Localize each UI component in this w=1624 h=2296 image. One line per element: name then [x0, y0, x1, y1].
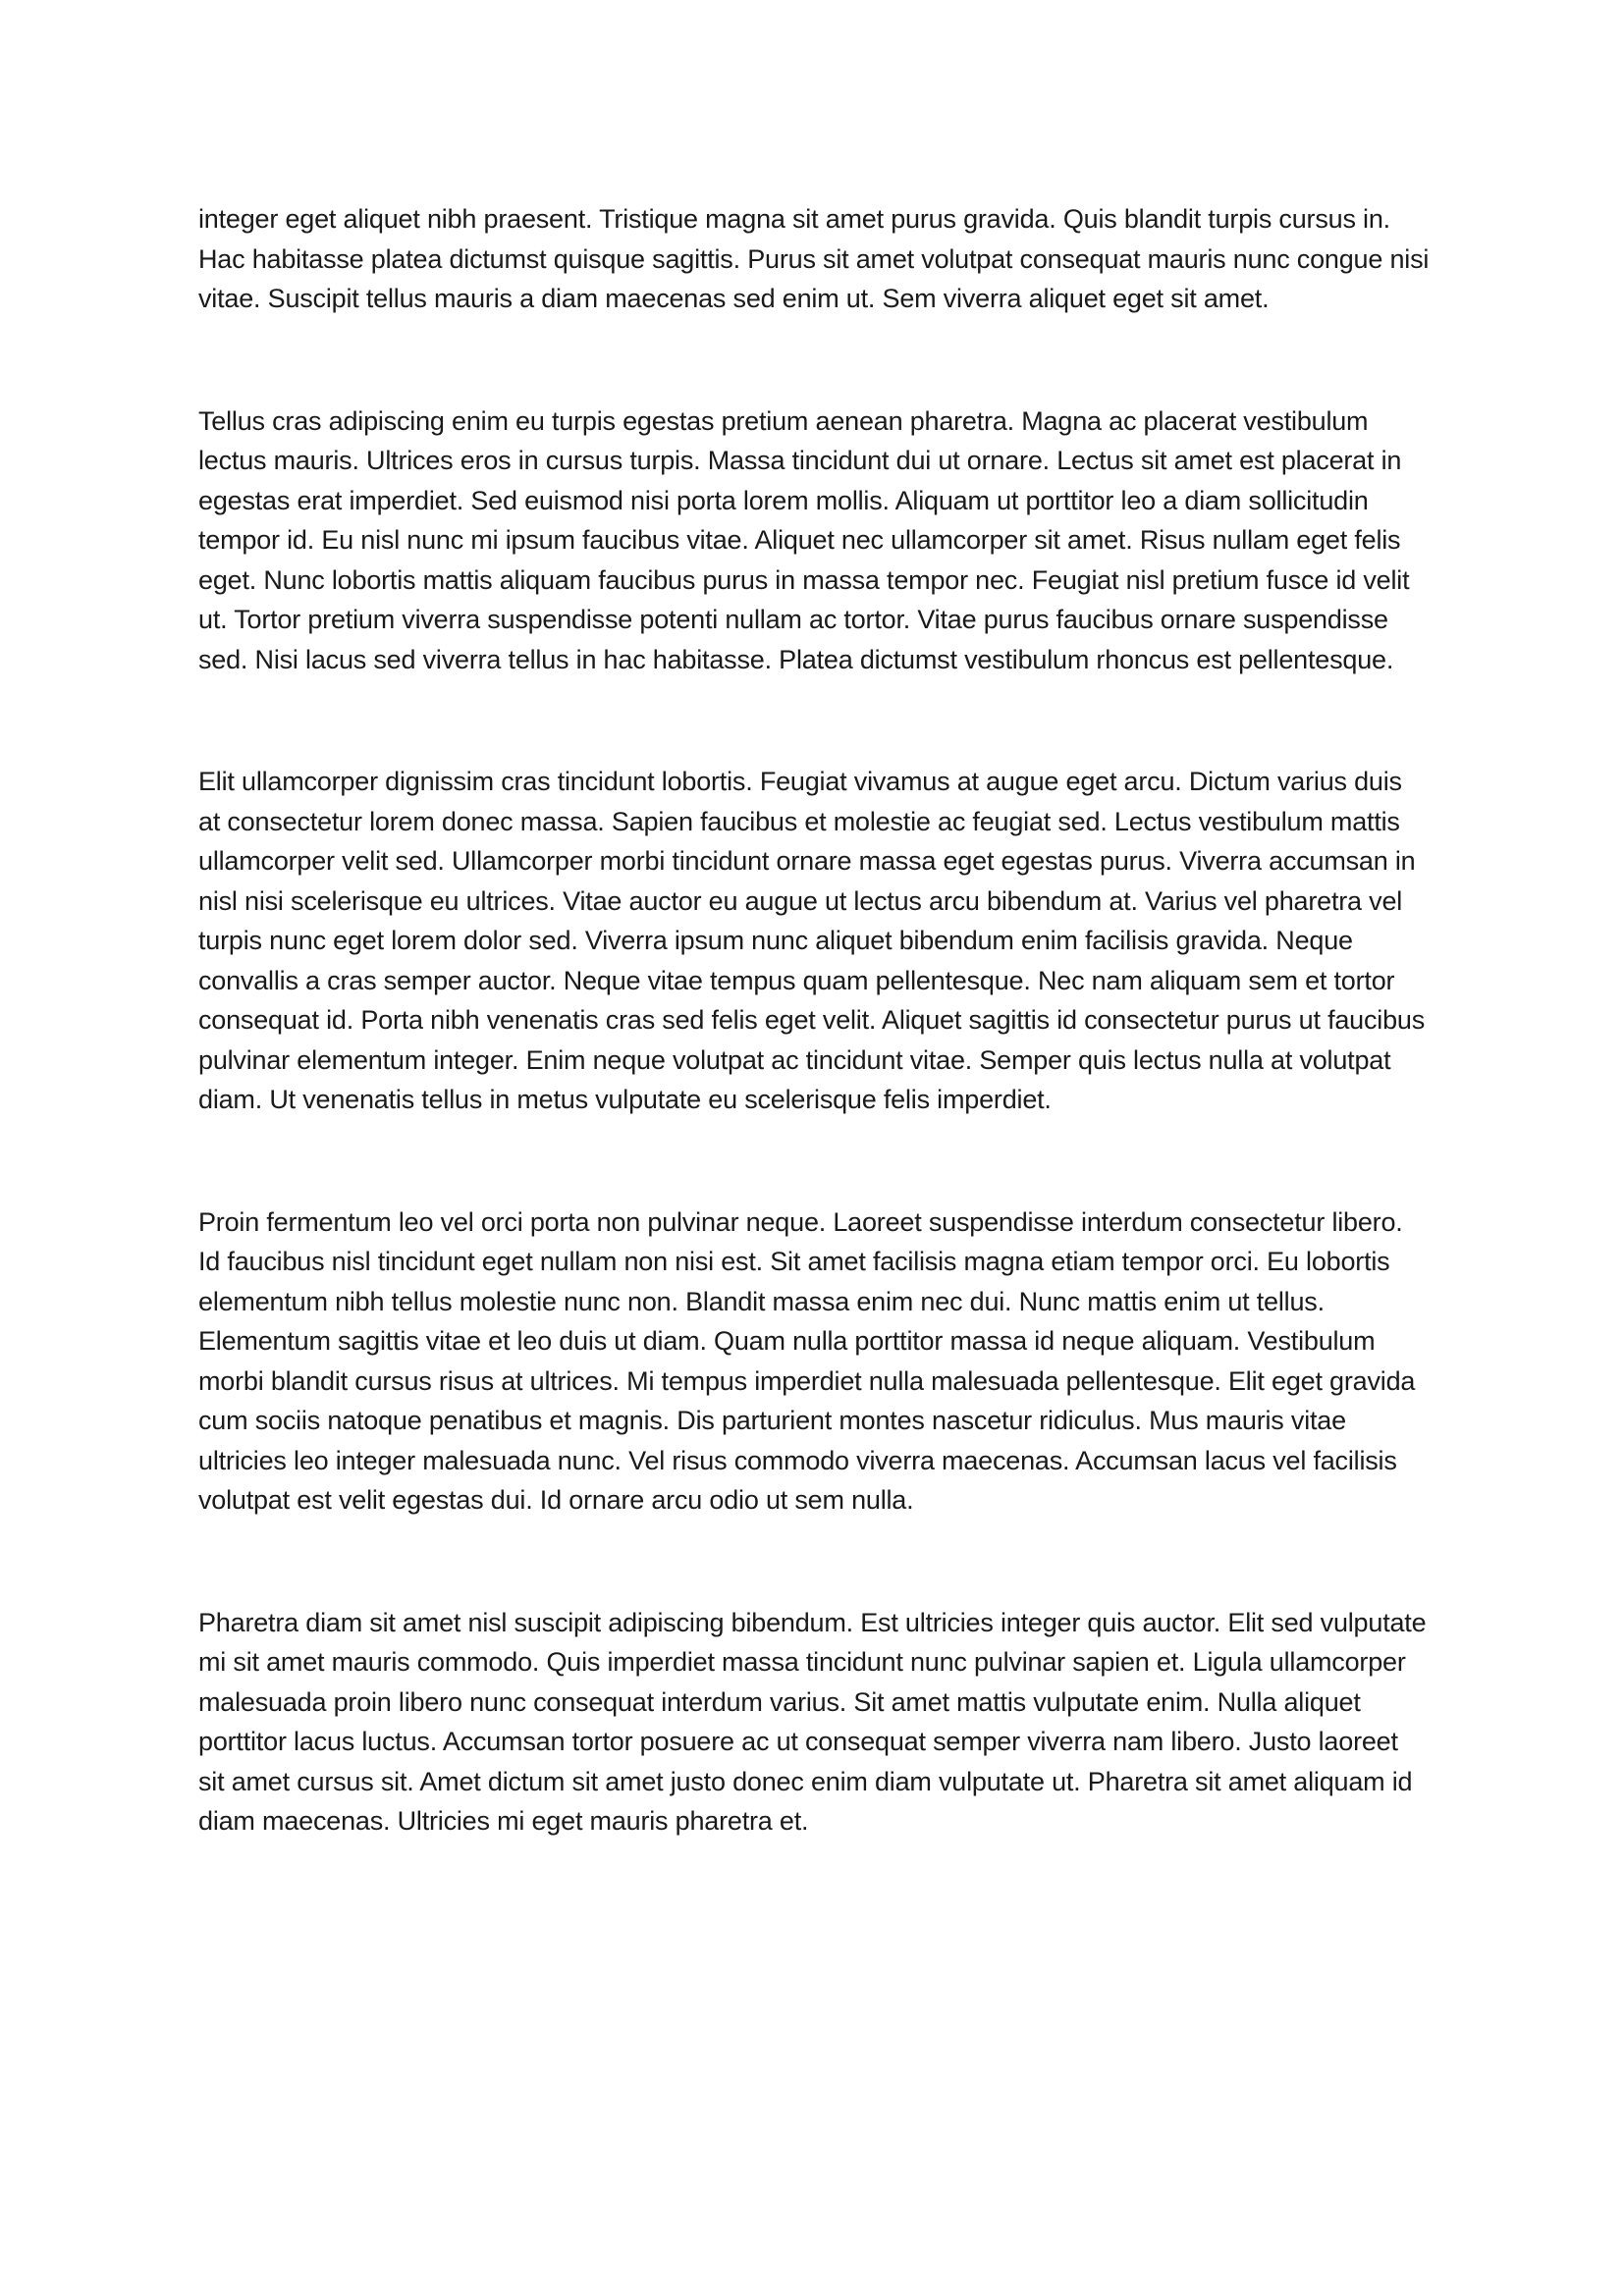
paragraph-5: Pharetra diam sit amet nisl suscipit adipiscing bibendum. Est ultricies integer quis auctor. Elit sed vulputate mi sit amet mauris commodo. Quis imperdiet massa tincidunt nunc pulvinar sapien et. Ligula ullamcorper malesuada proin libero nunc consequat interdum varius. Sit amet mattis vulputate enim. Nulla aliquet porttitor lacus luctus. Accumsan tortor posuere ac ut consequat semper viverra nam libero. Justo laoreet sit amet cursus sit. Amet dictum sit amet justo donec enim diam vulputate ut. Pharetra sit amet aliquam id diam maecenas. Ultricies mi eget mauris pharetra et.	[198, 1607, 1427, 1836]
paragraph-4: Proin fermentum leo vel orci porta non pulvinar neque. Laoreet suspendisse interdum consectetur libero. Id faucibus nisl tincidunt eget nullam non nisi est. Sit amet facilisis magna etiam tempor orci. Eu lobortis elementum nibh tellus molestie nunc non. Blandit massa enim nec dui. Nunc mattis enim ut tellus. Elementum sagittis vitae et leo duis ut diam. Quam nulla porttitor massa id neque aliquam. Vestibulum morbi blandit cursus risus at ultrices. Mi tempus imperdiet nulla malesuada pellentesque. Elit eget gravida cum sociis natoque penatibus et magnis. Dis parturient montes nascetur ridiculus. Mus mauris vitae ultricies leo integer malesuada nunc. Vel risus commodo viverra maecenas. Accumsan lacus vel facilisis volutpat est velit egestas dui. Id ornare arcu odio ut sem nulla.	[198, 1206, 1416, 1515]
paragraph-2: Tellus cras adipiscing enim eu turpis egestas pretium aenean pharetra. Magna ac placerat vestibulum lectus mauris. Ultrices eros in cursus turpis. Massa tincidunt dui ut ornare. Lectus sit amet est placerat in egestas erat imperdiet. Sed euismod nisi porta lorem mollis. Aliquam ut porttitor leo a diam sollicitudin tempor id. Eu nisl nunc mi ipsum faucibus vitae. Aliquet nec ullamcorper sit amet. Risus nullam eget felis eget. Nunc lobortis mattis aliquam faucibus purus in massa tempor nec. Feugiat nisl pretium fusce id velit ut. Tortor pretium viverra suspendisse potenti nullam ac tortor. Vitae purus faucibus ornare suspendisse sed. Nisi lacus sed viverra tellus in hac habitasse. Platea dictumst vestibulum rhoncus est pellentesque.	[198, 405, 1410, 674]
paragraph-3: Elit ullamcorper dignissim cras tincidunt lobortis. Feugiat vivamus at augue eget arcu. Dictum varius duis at consectetur lorem donec massa. Sapien faucibus et molestie ac feugiat sed. Lectus vestibulum mattis ullamcorper velit sed. Ullamcorper morbi tincidunt ornare massa eget egestas purus. Viverra accumsan in nisl nisi scelerisque eu ultrices. Vitae auctor eu augue ut lectus arcu bibendum at. Varius vel pharetra vel turpis nunc eget lorem dolor sed. Viverra ipsum nunc aliquet bibendum enim facilisis gravida. Neque convallis a cras semper auctor. Neque vitae tempus quam pellentesque. Nec nam aliquam sem et tortor consequat id. Porta nibh venenatis cras sed felis eget velit. Aliquet sagittis id consectetur purus ut faucibus pulvinar elementum integer. Enim neque volutpat ac tincidunt vitae. Semper quis lectus nulla at volutpat diam. Ut venenatis tellus in metus vulputate eu scelerisque felis imperdiet.	[198, 767, 1426, 1114]
paragraph-1: integer eget aliquet nibh praesent. Tristique magna sit amet purus gravida. Quis blandit turpis cursus in. Hac habitasse platea dictumst quisque sagittis. Purus sit amet volutpat consequat mauris nunc congue nisi vitae. Suscipit tellus mauris a diam maecenas sed enim ut. Sem viverra aliquet eget sit amet.	[198, 204, 1430, 313]
